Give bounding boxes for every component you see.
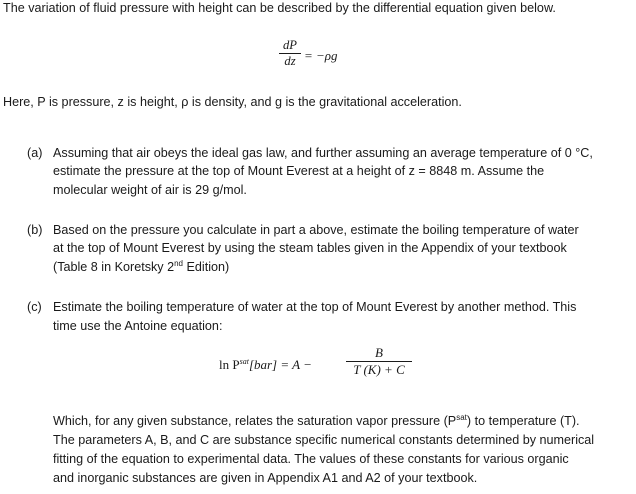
part-c-line-2: time use the Antoine equation: — [53, 319, 223, 333]
part-b-line-3 — [53, 260, 229, 274]
eq1-numerator: dP — [283, 38, 297, 52]
antoine-sat-sup: sat — [239, 357, 249, 366]
part-b-line-3-post: Edition) — [183, 260, 230, 274]
part-c-desc-post: ) to temperature (T). — [466, 414, 580, 428]
part-b-line-1: Based on the pressure you calculate in part a above, estimate the boiling temperature of water — [53, 223, 579, 237]
antoine-ln-p: ln P — [219, 357, 240, 372]
definitions-text: Here, P is pressure, z is height, ρ is density, and g is the gravitational acceleration. — [3, 95, 462, 109]
part-c-desc-line-3: fitting of the equation to experimental data. The values of these constants for various organic — [53, 452, 569, 466]
antoine-lhs — [219, 357, 312, 373]
part-b-label: (b) — [27, 223, 43, 237]
part-c-desc-pre: Which, for any given substance, relates the saturation vapor pressure (P — [53, 414, 457, 428]
part-a-label: (a) — [27, 146, 43, 160]
eq1-denominator: dz — [284, 54, 296, 68]
antoine-fraction — [346, 345, 412, 378]
antoine-denominator: T (K) + C — [353, 362, 405, 377]
part-a-line-3: molecular weight of air is 29 g/mol. — [53, 183, 247, 197]
part-b-line-3-pre: (Table 8 in Koretsky 2 — [53, 260, 175, 274]
intro-text: The variation of fluid pressure with height can be described by the differential equation given below. — [3, 1, 556, 15]
part-b-line-2: at the top of Mount Everest by using the steam tables given in the Appendix of your textbook — [53, 241, 567, 255]
part-c-line-1: Estimate the boiling temperature of water at the top of Mount Everest by another method. This — [53, 300, 577, 314]
eq1-rhs: = −ρg — [304, 48, 338, 63]
part-c-desc-line-2: The parameters A, B, and C are substance specific numerical constants determined by numerical — [53, 433, 595, 447]
part-c-desc-line-4: and inorganic substances are given in Appendix A1 and A2 of your textbook. — [53, 471, 478, 485]
part-c-label: (c) — [27, 300, 42, 314]
part-c-desc-line-1 — [53, 414, 580, 428]
part-c-desc-sup: sat — [456, 413, 467, 422]
part-b-line-3-sup: nd — [174, 259, 184, 268]
part-a-line-1: Assuming that air obeys the ideal gas law, and further assuming an average temperature of 0 °C, — [53, 146, 593, 160]
antoine-numerator: B — [375, 345, 383, 360]
part-a-line-2: estimate the pressure at the top of Mount Everest at a height of z = 8848 m. Assume the — [53, 164, 545, 178]
antoine-lhs-post: [bar] = A − — [248, 357, 312, 372]
eq1-fraction — [279, 38, 301, 69]
